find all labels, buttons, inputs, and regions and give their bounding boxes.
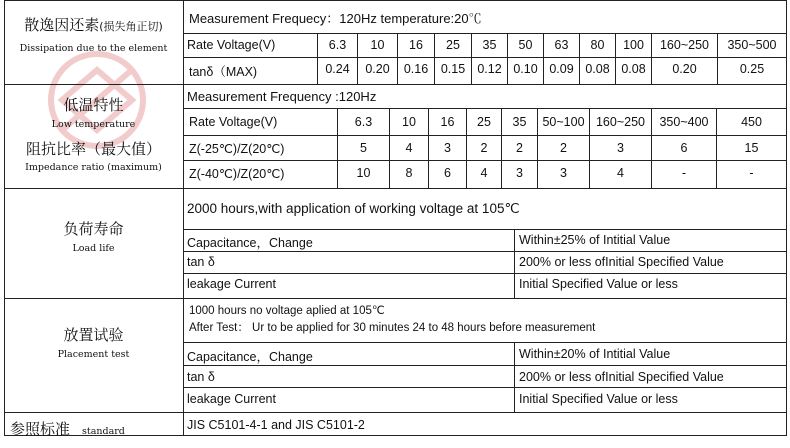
low-temperature-voltage-cell: 35 <box>512 115 527 129</box>
dissipation-voltage-cell: 6.3 <box>328 38 347 52</box>
low-temperature-voltage-cell: 10 <box>402 115 416 129</box>
dissipation-voltage-cell: 35 <box>482 38 497 52</box>
placement-value: Within±20% of Intitial Value <box>519 347 671 361</box>
standard-label <box>10 418 183 439</box>
low-temperature-row2-cell: 3 <box>516 166 523 180</box>
low-temperature-row1-cell: 4 <box>405 141 413 155</box>
placement-condition-1: 1000 hours no voltage aplied at 105℃ <box>189 305 385 317</box>
dissipation-label-zh: 散逸因还素(损失角正切) <box>24 16 163 34</box>
load-life-item: leakage Current <box>187 277 276 291</box>
load-life-condition: 2000 hours,with application of working voltage at 105℃ <box>187 201 520 216</box>
dissipation-tan-cell: 0.25 <box>739 62 765 76</box>
dissipation-voltage-cell: 160~250 <box>659 38 709 52</box>
dissipation-tan-cell: 0.08 <box>621 62 646 76</box>
low-temperature-row1-cell: 2 <box>560 141 567 155</box>
load-life-label-en: Load life <box>72 243 115 254</box>
low-temperature-row1-cell: 3 <box>444 141 451 155</box>
low-temperature-row1-cell: 5 <box>360 141 367 155</box>
dissipation-voltage-cell: 100 <box>623 38 644 52</box>
standard-label-zh: 参照标准 <box>10 420 71 438</box>
dissipation-voltage-cell: 80 <box>590 38 605 52</box>
low-temperature-row2-label: Z(-40℃)/Z(20℃) <box>189 167 285 181</box>
low-temperature-measurement: Measurement Frequency :120Hz <box>187 89 377 104</box>
dissipation-tan-cell: 0.24 <box>325 62 350 76</box>
dissipation-label-en: Dissipation due to the element <box>19 43 168 54</box>
low-temperature-row1-label: Z(-25℃)/Z(20℃) <box>189 142 285 156</box>
dissipation-voltage-cell: 10 <box>370 38 385 52</box>
low-temperature-voltage-cell: 25 <box>477 115 491 129</box>
low-temperature-voltage-cell: 350~400 <box>659 115 709 129</box>
low-temperature-row1-cell: 2 <box>480 141 488 155</box>
placement-value: 200% or less ofInitial Specified Value <box>519 370 724 384</box>
low-temperature-row1-cell: 15 <box>744 141 759 155</box>
low-temperature-row2-cell: 10 <box>356 166 371 180</box>
impedance-ratio-label-zh: 阻抗比率（最大值） <box>25 140 161 158</box>
low-temperature-rate-voltage-label: Rate Voltage(V) <box>189 115 278 129</box>
low-temperature-row1-cell: 6 <box>680 141 688 155</box>
low-temperature-row2-cell: 8 <box>405 166 413 180</box>
load-life-label-zh: 负荷寿命 <box>63 220 124 238</box>
dissipation-tan-cell: 0.12 <box>477 62 502 76</box>
placement-test-label-en: Placement test <box>57 349 130 360</box>
low-temperature-row2-cell: - <box>681 166 687 180</box>
placement-test-label <box>4 324 183 360</box>
low-temperature-voltage-cell: 450 <box>741 115 762 129</box>
dissipation-tan-cell: 0.16 <box>403 62 429 76</box>
placement-item: Capacitance，Change <box>187 350 313 364</box>
dissipation-label <box>4 14 183 54</box>
impedance-ratio-label-en: Impedance ratio (maximum) <box>25 162 162 173</box>
dissipation-voltage-cell: 63 <box>554 38 569 52</box>
dissipation-tan-cell: 0.20 <box>672 62 697 76</box>
low-temperature-label-zh: 低温特性 <box>63 96 124 114</box>
placement-value: Initial Specified Value or less <box>519 392 678 406</box>
dissipation-voltage-cell: 25 <box>446 38 460 52</box>
low-temperature-voltage-cell: 6.3 <box>354 115 373 129</box>
dissipation-tan-cell: 0.15 <box>440 62 466 76</box>
dissipation-tan-cell: 0.10 <box>513 62 538 76</box>
placement-item: leakage Current <box>187 392 276 406</box>
dissipation-tan-cell: 0.08 <box>585 62 610 76</box>
low-temperature-label <box>4 94 183 173</box>
dissipation-measurement: Measurement Frequecy：120Hz temperature:20℃ <box>189 11 482 26</box>
dissipation-voltage-cell: 50 <box>518 38 533 52</box>
load-life-item: tan δ <box>187 255 215 269</box>
dissipation-tan-cell: 0.09 <box>549 62 574 76</box>
dissipation-tan-label: tanδ（MAX) <box>189 65 258 79</box>
low-temperature-row2-cell: - <box>749 166 754 180</box>
low-temperature-voltage-cell: 16 <box>440 115 455 129</box>
low-temperature-label-en: Low temperature <box>51 119 136 130</box>
low-temperature-row2-cell: 6 <box>444 166 451 180</box>
low-temperature-voltage-cell: 160~250 <box>595 115 645 129</box>
dissipation-rate-voltage-label: Rate Voltage(V) <box>187 38 276 52</box>
dissipation-tan-cell: 0.20 <box>365 62 390 76</box>
placement-condition-2: After Test： Ur to be applied for 30 minutes 24 to 48 hours before measurement <box>189 322 596 334</box>
load-life-item: Capacitance，Change <box>187 236 313 250</box>
low-temperature-row1-cell: 2 <box>516 141 523 155</box>
low-temperature-row2-cell: 4 <box>617 166 624 180</box>
low-temperature-row2-cell: 4 <box>480 166 488 180</box>
load-life-value: 200% or less ofInitial Specified Value <box>519 255 724 269</box>
low-temperature-voltage-cell: 50~100 <box>542 115 585 129</box>
dissipation-voltage-cell: 350~500 <box>727 38 777 52</box>
load-life-value: Initial Specified Value or less <box>519 277 678 291</box>
low-temperature-row1-cell: 3 <box>617 141 624 155</box>
standard-label-en: standard <box>82 426 125 437</box>
placement-item: tan δ <box>187 370 215 384</box>
load-life-label <box>4 218 183 254</box>
low-temperature-row2-cell: 3 <box>560 166 567 180</box>
load-life-value: Within±25% of Intitial Value <box>519 233 671 247</box>
standard-value: JIS C5101-4-1 and JIS C5101-2 <box>187 418 365 432</box>
placement-test-label-zh: 放置试验 <box>63 326 124 344</box>
dissipation-voltage-cell: 16 <box>409 38 423 52</box>
